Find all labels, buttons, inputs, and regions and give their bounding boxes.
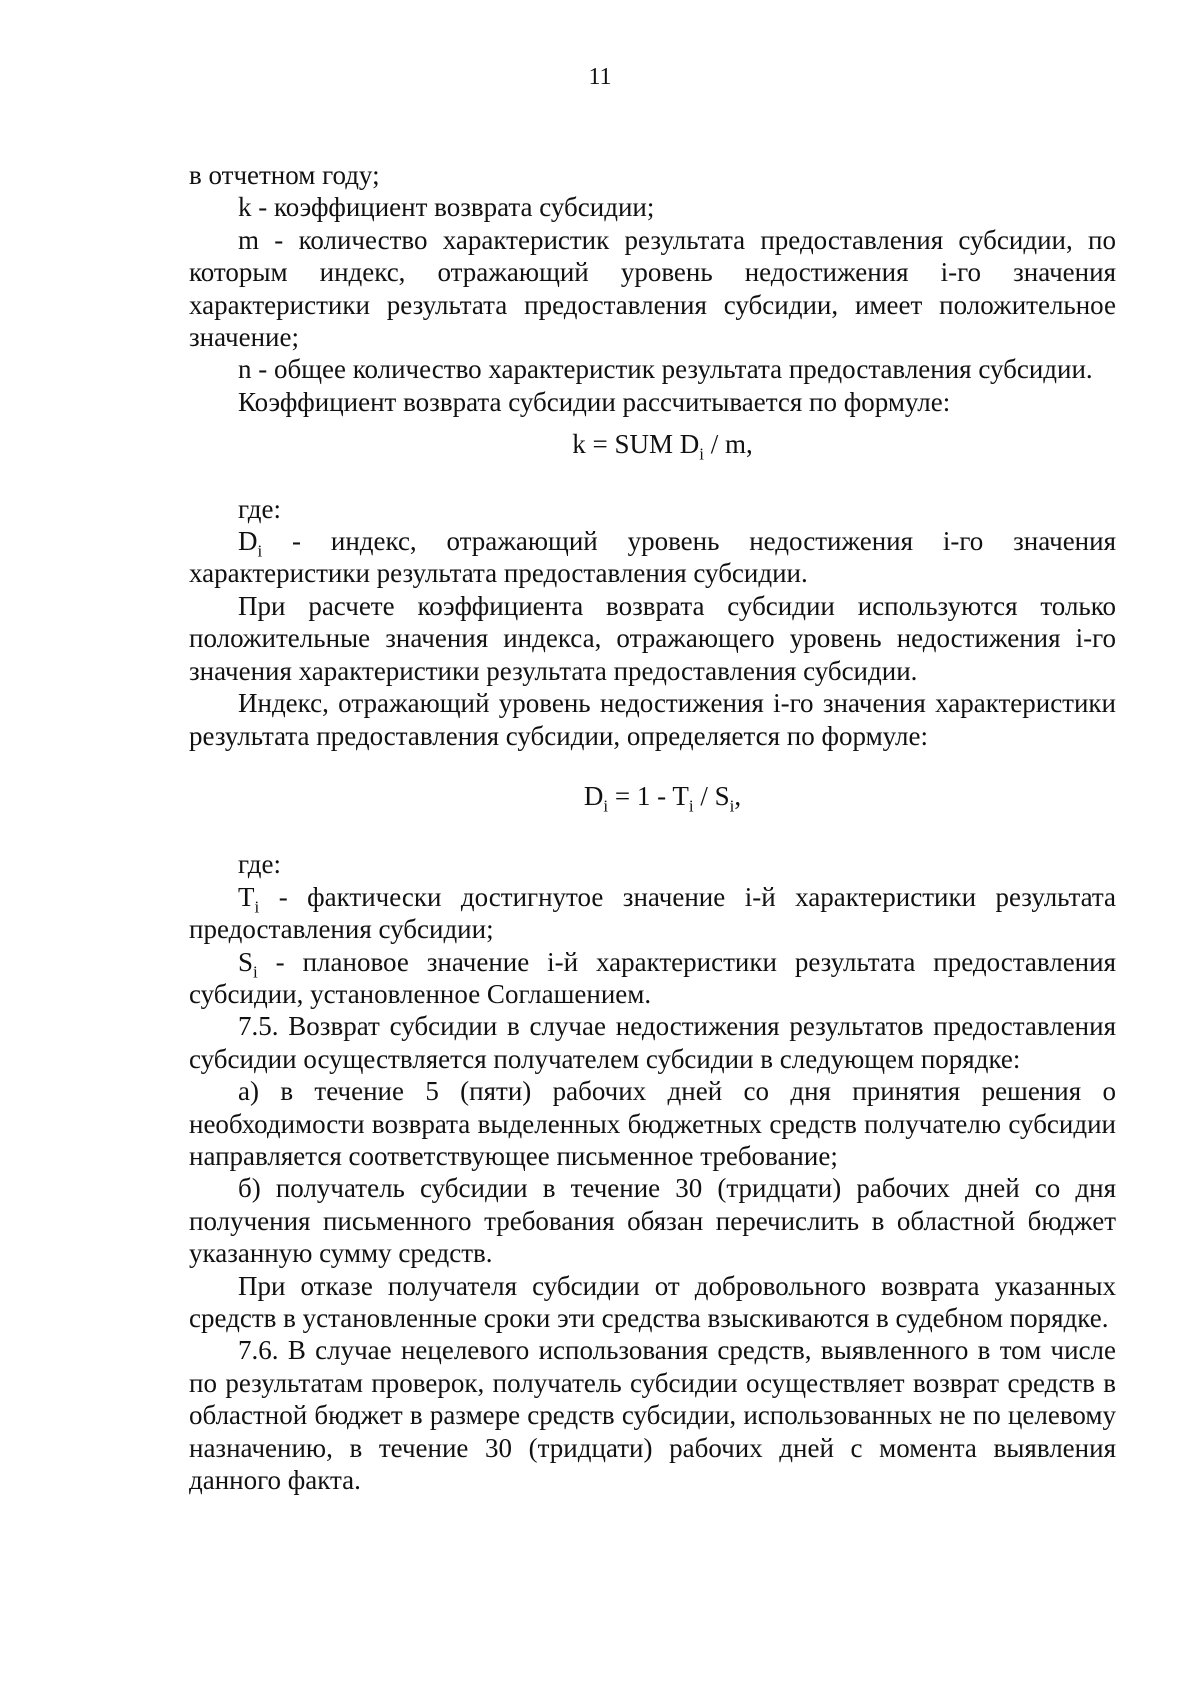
si-definition: - плановое значение i-й характеристики результата предоставления субсидии, установленное Соглашением. xyxy=(189,946,1116,1009)
definition-n: n - общее количество характеристик результата предоставления субсидии. xyxy=(238,354,1093,385)
formula-di-t-sub: i xyxy=(688,796,694,816)
formula-k-main: k = SUM D xyxy=(572,429,700,460)
ti-definition: - фактически достигнутое значение i-й характеристики результата предоставления субсидии; xyxy=(189,881,1116,945)
formula-di xyxy=(189,780,1116,816)
clause-7-5: 7.5. Возврат субсидии в случае недостижения результатов предоставления субсидии осуществляется получателем субсидии в следующем порядке: xyxy=(189,1011,1116,1074)
definition-ti xyxy=(189,881,1116,946)
clause-7-6: 7.6. В случае нецелевого использования средств, выявленного в том числе по результатам проверок, получатель субсидии осуществляет возврат средств в областной бюджет в размере средств субсидии, использованных не по целевому назначению, в течение 30 (тридцати) рабочих дней с момента выявления данного факта. xyxy=(189,1335,1116,1496)
di-symbol: D xyxy=(238,526,258,557)
formula-di-s-sub: i xyxy=(729,796,735,816)
paragraph-reporting-year: в отчетном году; xyxy=(189,160,380,190)
clause-7-5-b: б) получатель субсидии в течение 30 (тридцати) рабочих дней со дня получения письменного требования обязан перечислить в областной бюджет указанную сумму средств. xyxy=(189,1173,1116,1269)
formula-k-sub: i xyxy=(699,444,704,464)
si-sub: i xyxy=(253,961,258,981)
formula-k-tail: / m, xyxy=(703,429,753,460)
paragraph-coefficient-intro: Коэффициент возврата субсидии рассчитывается по формуле: xyxy=(238,386,951,417)
ti-symbol: T xyxy=(238,881,255,912)
definition-si xyxy=(189,946,1116,1011)
formula-di-d: D xyxy=(583,780,604,811)
definition-m: m - количество характеристик результата предоставления субсидии, по которым индекс, отражающий уровень недостижения i-го значения характеристики результата предоставления субсидии, имеет положительное значение; xyxy=(189,224,1116,353)
si-symbol: S xyxy=(238,946,254,977)
page-number: 11 xyxy=(588,64,612,90)
formula-di-slash: / S xyxy=(693,780,730,811)
document-body xyxy=(189,159,1116,1496)
di-definition: - индекс, отражающий уровень недостижения i-го значения характеристики результата предоставления субсидии. xyxy=(189,526,1116,589)
where-label-1: где: xyxy=(238,493,281,524)
definition-di xyxy=(189,525,1116,590)
paragraph-positive-values: При расчете коэффициента возврата субсидии используются только положительные значения индекса, отражающего уровень недостижения i-го значения характеристики результата предоставления субсидии. xyxy=(189,590,1116,686)
definition-k: k - коэффициент возврата субсидии; xyxy=(238,192,655,223)
where-label-2: где: xyxy=(238,849,281,880)
ti-sub: i xyxy=(254,897,260,917)
formula-di-tail: , xyxy=(734,780,742,811)
formula-di-d-sub: i xyxy=(603,796,609,816)
paragraph-index-intro: Индекс, отражающий уровень недостижения i-го значения характеристики результата предоставления субсидии, определяется по формуле: xyxy=(189,688,1116,751)
formula-di-mid: = 1 - T xyxy=(608,780,689,811)
di-sub: i xyxy=(257,541,263,561)
paragraph-refusal: При отказе получателя субсидии от добровольного возврата указанных средств в установленные сроки эти средства взыскиваются в судебном порядке. xyxy=(189,1270,1116,1333)
clause-7-5-a: а) в течение 5 (пяти) рабочих дней со дня принятия решения о необходимости возврата выделенных бюджетных средств получателю субсидии направляется соответствующее письменное требование; xyxy=(189,1076,1116,1171)
formula-k xyxy=(189,428,1116,464)
